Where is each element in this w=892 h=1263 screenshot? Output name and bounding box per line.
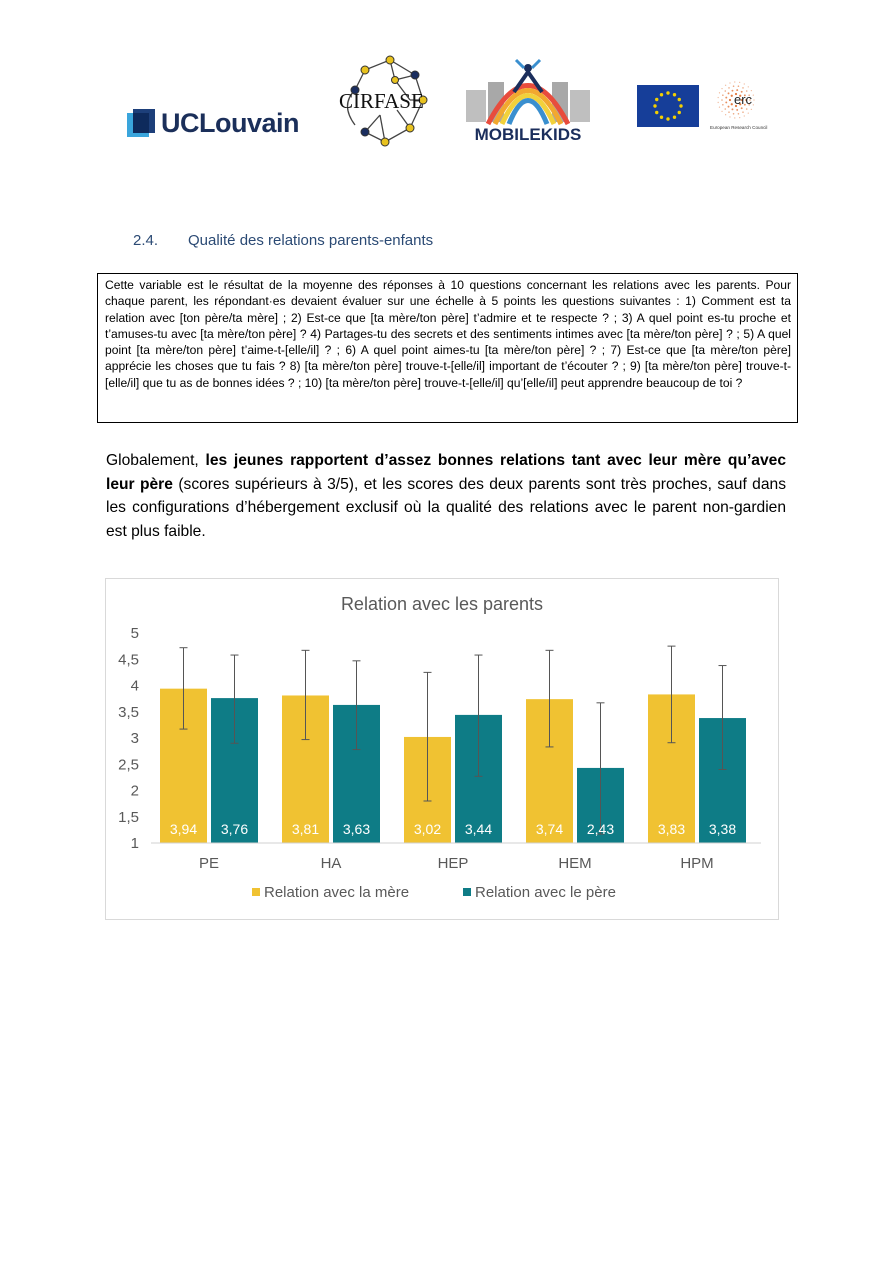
erc-dot-icon: [742, 87, 744, 89]
erc-dot-icon: [751, 109, 752, 110]
legend-swatch: [252, 888, 260, 896]
erc-dot-icon: [719, 92, 720, 93]
erc-dot-icon: [732, 108, 734, 110]
variable-description-box: [97, 273, 798, 423]
data-label: 3,02: [413, 821, 442, 837]
eu-star-icon: [678, 98, 681, 101]
erc-dot-icon: [734, 81, 735, 82]
eu-flag-icon: [637, 85, 699, 127]
data-label: 3,44: [464, 821, 493, 837]
legend-swatch: [463, 888, 471, 896]
eu-star-icon: [673, 93, 676, 96]
data-label: 3,94: [169, 821, 198, 837]
data-label: 3,76: [220, 821, 249, 837]
erc-dot-icon: [738, 113, 740, 115]
eu-star-icon: [655, 98, 658, 101]
erc-dot-icon: [728, 106, 730, 108]
y-tick-label: 5: [130, 625, 139, 642]
erc-dot-icon: [731, 95, 733, 97]
erc-dot-icon: [725, 97, 727, 99]
eu-star-icon: [660, 93, 663, 96]
erc-dot-icon: [734, 117, 735, 118]
cirfase-logo: [335, 50, 430, 150]
section-title: Qualité des relations parents-enfants: [188, 232, 434, 249]
eu-star-icon: [666, 91, 669, 94]
erc-dot-icon: [719, 107, 720, 108]
erc-dot-icon: [724, 90, 726, 92]
chart-title: Relation avec les parents: [340, 594, 544, 614]
section-heading: [133, 232, 433, 249]
erc-dot-icon: [746, 108, 748, 110]
erc-dot-icon: [718, 97, 719, 98]
erc-dot-icon: [753, 94, 754, 95]
erc-dot-icon: [733, 85, 735, 87]
summary-highlight: les jeunes rapportent d’assez bonnes relations tant avec leur mère qu’avec leur père: [106, 452, 786, 493]
erc-dot-icon: [753, 99, 754, 100]
erc-dot-icon: [724, 108, 726, 110]
cirfase-logo-text: CIRFASE: [339, 89, 424, 113]
erc-dot-icon: [729, 116, 730, 117]
eu-star-icon: [653, 104, 656, 107]
erc-dot-icon: [722, 104, 724, 106]
erc-dot-icon: [722, 94, 724, 96]
y-tick-label: 1: [130, 835, 139, 852]
data-label: 3,74: [535, 821, 564, 837]
erc-logo-text: erc: [734, 92, 753, 107]
summary-rest: (scores supérieurs à 3/5), et les scores des deux parents sont très proches, sauf dans les configurations d’hébergement exclusif où la qualité des relations avec le parent non-gardien est plus faible.: [106, 475, 786, 540]
erc-dot-icon: [728, 111, 730, 113]
erc-subtitle: European Research Council: [710, 125, 768, 130]
y-tick-label: 2,5: [118, 756, 139, 774]
erc-dot-icon: [721, 111, 722, 112]
mobilekids-logo: [458, 52, 598, 144]
eu-star-icon: [679, 104, 682, 107]
erc-dot-icon: [721, 88, 722, 89]
erc-dot-icon: [728, 92, 730, 94]
erc-dot-icon: [741, 107, 743, 109]
erc-dot-icon: [725, 85, 726, 86]
variable-description-text: Cette variable est le résultat de la moyenne des réponses à 10 questions concernant les relations avec les parents. Pour chaque parent, les répondant·es devaient évaluer sur une échelle à 5 points les questions suivantes : 1) Comment est ta relation avec [ton père/ta mère] ; 2) Est-ce que [ta mère/ton père] t’admire et te respecte ? ; 3) A quel point es-tu proche et t’amuses-tu avec [ta mère/ton père] ? 4) Partages-tu des secrets et des sentiments intimes avec [ta mère/ton père] ? ; 5) A quel point [ta mère/ton père] t’aime-t-[elle/il] ? ; 6) A quel point aimes-tu [ta mère/ton père] ? ; 7) Est-ce que [ta mère/ton père] apprécie les choses que tu fais ? 8) [ta mère/ton père] trouve-t-[elle/il] important de t’écouter ? ; 9) [ta mère/ton père] trouve-t-[elle/il] que tu as de bonnes idées ? ; 10) [ta mère/ton père] trouve-t-[elle/il] qu’[elle/il] peut apprendre beaucoup de toi ?: [105, 278, 791, 390]
uclouvain-logo: [127, 108, 299, 138]
eu-star-icon: [673, 116, 676, 119]
erc-dot-icon: [729, 82, 730, 83]
erc-dot-icon: [744, 83, 745, 84]
eu-star-icon: [666, 117, 669, 120]
x-category-label: HEP: [437, 855, 469, 872]
erc-dot-icon: [728, 87, 730, 89]
data-label: 3,38: [708, 821, 737, 837]
mobilekids-logo-text: MOBILEKIDS: [474, 125, 582, 144]
erc-dot-icon: [729, 99, 731, 101]
erc-dot-icon: [721, 99, 723, 101]
erc-dot-icon: [725, 114, 726, 115]
uclouvain-mark-icon: [127, 109, 155, 137]
y-tick-label: 3: [130, 730, 139, 747]
y-tick-label: 4: [130, 677, 139, 695]
erc-dot-icon: [733, 113, 735, 115]
legend-label: Relation avec le père: [475, 884, 616, 901]
erc-dot-icon: [748, 113, 749, 114]
eu-star-icon: [655, 111, 658, 114]
data-label: 3,83: [657, 821, 686, 837]
x-category-label: PE: [198, 855, 220, 872]
erc-dot-icon: [742, 111, 744, 113]
logo-bar: [0, 50, 892, 150]
y-tick-label: 4,5: [118, 651, 139, 669]
data-label: 3,63: [342, 821, 371, 837]
erc-dot-icon: [731, 103, 733, 105]
erc-logo: [708, 78, 778, 138]
erc-dot-icon: [748, 86, 749, 87]
erc-dot-icon: [718, 102, 719, 103]
summary-paragraph: [106, 449, 786, 543]
x-category-label: HPM: [680, 855, 714, 872]
y-tick-label: 1,5: [118, 808, 139, 826]
erc-dot-icon: [738, 85, 740, 87]
data-label: 2,43: [586, 821, 615, 837]
eu-star-icon: [678, 111, 681, 114]
chart-container: [105, 578, 779, 920]
y-tick-label: 2: [130, 782, 139, 800]
summary-intro: Globalement,: [106, 452, 206, 469]
erc-dot-icon: [753, 104, 754, 105]
uclouvain-logo-text: UCLouvain: [161, 107, 300, 138]
eu-star-icon: [660, 116, 663, 119]
erc-dot-icon: [736, 109, 738, 111]
section-number: 2.4.: [133, 232, 159, 249]
y-tick-label: 3,5: [118, 703, 139, 721]
x-category-label: HEM: [558, 855, 592, 872]
erc-dot-icon: [739, 82, 740, 83]
legend-label: Relation avec la mère: [264, 884, 410, 901]
x-category-label: HA: [320, 855, 342, 872]
erc-dot-icon: [739, 117, 740, 118]
erc-dot-icon: [744, 115, 745, 116]
data-label: 3,81: [291, 821, 320, 837]
erc-dot-icon: [725, 101, 727, 103]
erc-dot-icon: [736, 89, 738, 91]
relation-bar-chart: [106, 579, 778, 919]
